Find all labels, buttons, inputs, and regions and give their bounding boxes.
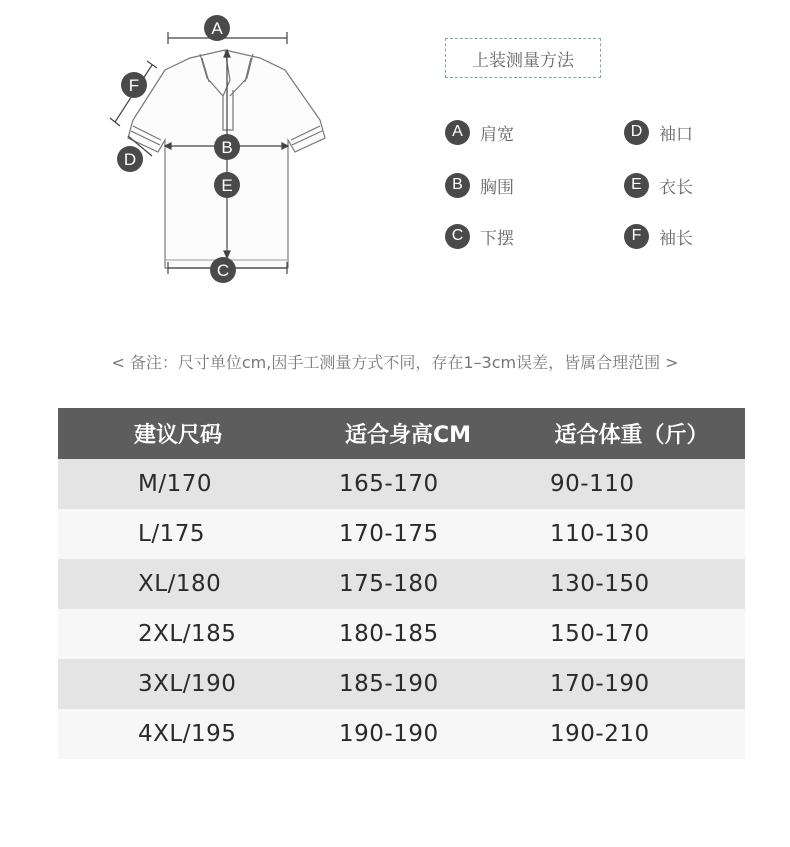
marker-e — [214, 172, 240, 198]
marker-b — [214, 134, 240, 160]
table-row — [58, 709, 745, 759]
cell-height: 170-175 — [339, 521, 439, 547]
svg-text:B: B — [221, 138, 233, 157]
legend-label-sleeve-length: 袖长 — [659, 228, 693, 249]
cell-weight: 170-190 — [550, 671, 650, 697]
cell-size: 4XL/195 — [138, 721, 237, 747]
legend-label-shoulder: 肩宽 — [480, 124, 514, 145]
method-title-text: 上装测量方法 — [472, 50, 574, 71]
cell-height: 165-170 — [339, 471, 439, 497]
legend-label-cuff: 袖口 — [659, 124, 693, 145]
table-row — [58, 459, 745, 509]
svg-text:A: A — [211, 19, 223, 38]
cell-size: 3XL/190 — [138, 671, 237, 697]
cell-height: 190-190 — [339, 721, 439, 747]
svg-text:C: C — [216, 261, 230, 280]
header-size: 建议尺码 — [133, 423, 222, 448]
legend-label-length: 衣长 — [659, 177, 693, 198]
header-height: 适合身高CM — [344, 423, 472, 448]
cell-size: M/170 — [138, 471, 212, 497]
legend-letter-f: F — [624, 224, 649, 249]
cell-size: XL/180 — [138, 571, 222, 597]
legend-item-length — [624, 172, 693, 198]
legend-letter-c: C — [445, 224, 470, 249]
legend-item-shoulder — [445, 119, 514, 145]
marker-d — [117, 146, 143, 172]
legend-item-cuff — [624, 119, 693, 145]
table-row — [58, 509, 745, 559]
header-weight: 适合体重（斤） — [554, 423, 709, 448]
table-header — [58, 408, 745, 459]
legend-item-chest — [445, 172, 514, 198]
cell-weight: 110-130 — [550, 521, 650, 547]
table-row — [58, 559, 745, 609]
cell-weight: 150-170 — [550, 621, 650, 647]
measurement-note: < 备注：尺寸单位cm,因手工测量方式不同，存在1–3cm误差，皆属合理范围 > — [111, 353, 679, 372]
marker-c — [210, 257, 236, 283]
legend-label-chest: 胸围 — [480, 177, 514, 198]
cell-weight: 90-110 — [550, 471, 635, 497]
legend-letter-e: E — [624, 173, 649, 198]
legend-label-hem: 下摆 — [480, 228, 514, 249]
svg-text:E: E — [221, 176, 233, 195]
table-row — [58, 659, 745, 709]
cell-weight: 130-150 — [550, 571, 650, 597]
cell-height: 175-180 — [339, 571, 439, 597]
svg-text:F: F — [128, 76, 140, 95]
cell-size: L/175 — [138, 521, 205, 547]
legend-item-hem — [445, 223, 514, 249]
table-row — [58, 609, 745, 659]
legend-letter-a: A — [445, 120, 470, 145]
shirt-measurement-diagram — [95, 10, 345, 300]
svg-text:D: D — [123, 150, 137, 169]
size-table — [58, 408, 745, 759]
measurement-method-title — [445, 38, 601, 78]
legend-letter-d: D — [624, 120, 649, 145]
legend-letter-b: B — [445, 173, 470, 198]
cell-height: 180-185 — [339, 621, 439, 647]
marker-a — [204, 15, 230, 41]
cell-height: 185-190 — [339, 671, 439, 697]
marker-f — [121, 72, 147, 98]
cell-weight: 190-210 — [550, 721, 650, 747]
legend-item-sleeve-length — [624, 223, 693, 249]
cell-size: 2XL/185 — [138, 621, 237, 647]
